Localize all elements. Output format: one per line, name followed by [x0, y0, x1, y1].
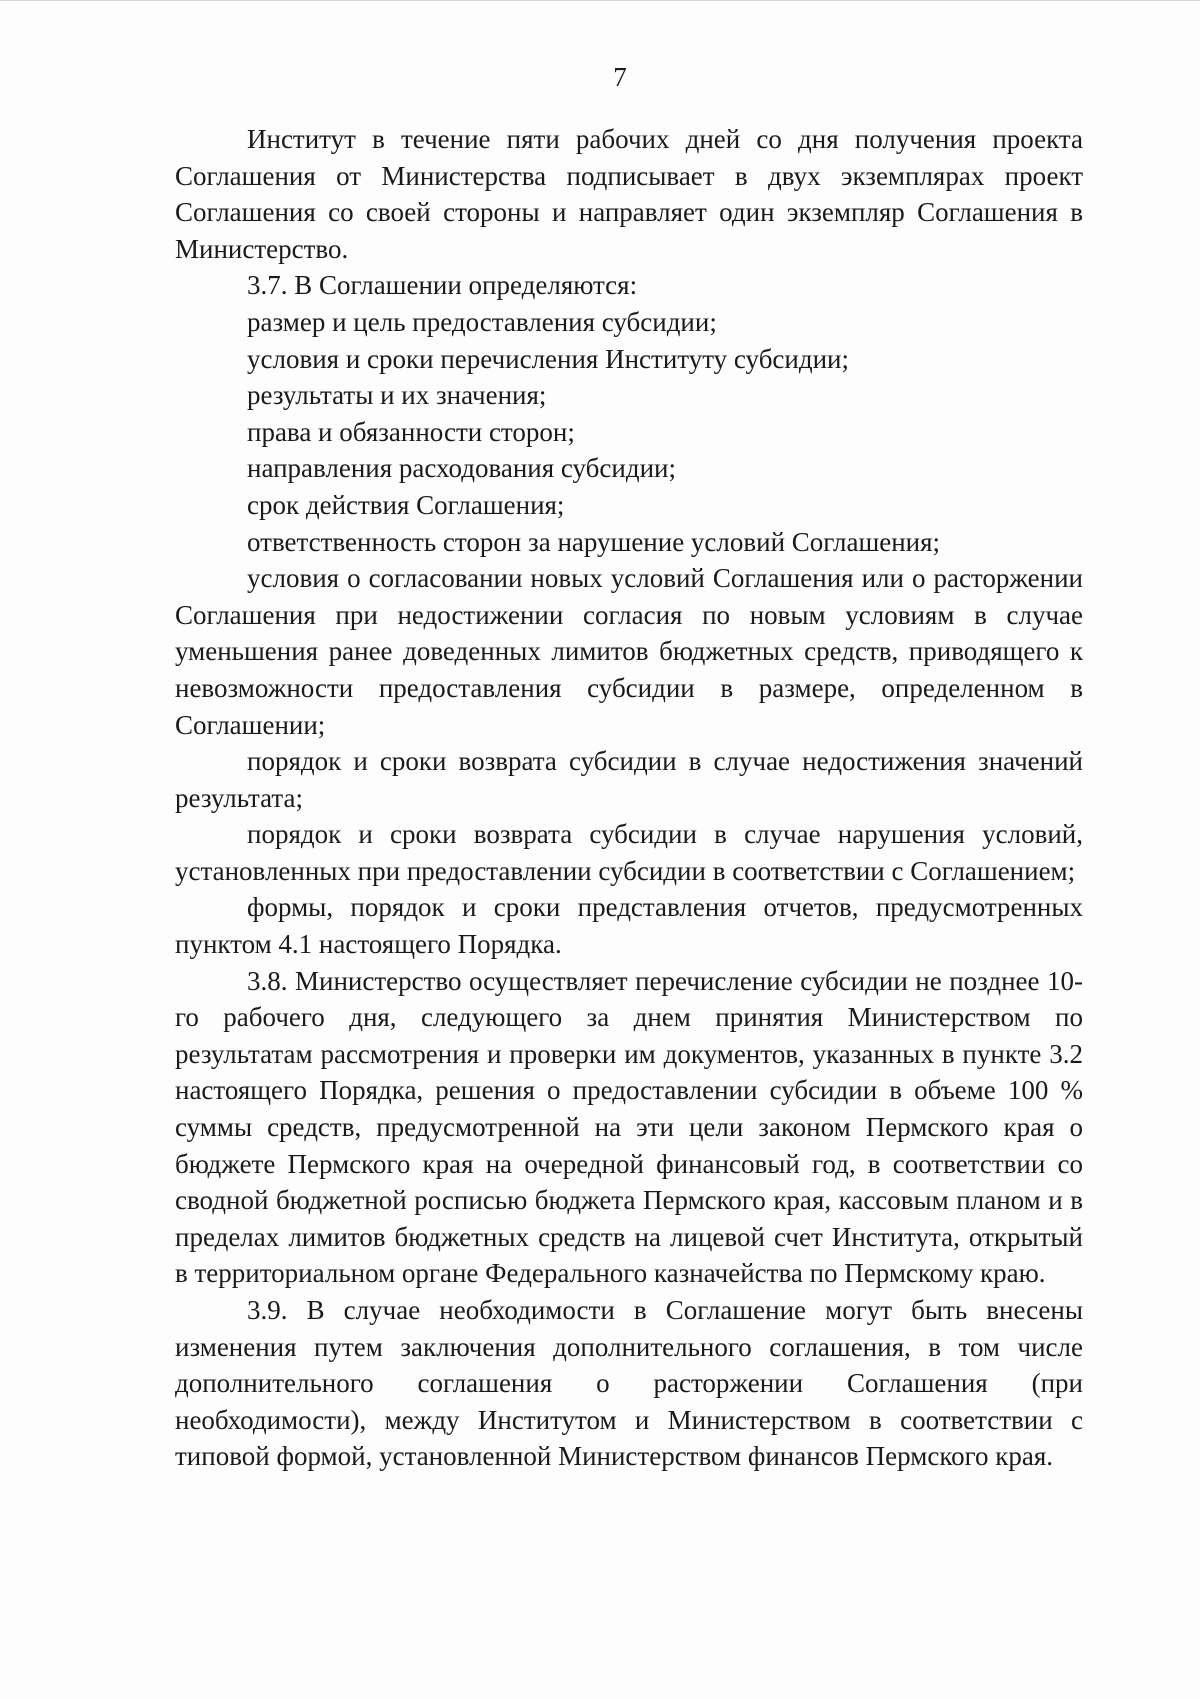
- list-item: формы, порядок и сроки представления отчетов, предусмотренных пунктом 4.1 настоящего Порядка.: [175, 892, 1083, 960]
- paragraph-institute-signing: Институт в течение пяти рабочих дней со дня получения проекта Соглашения от Министерства подписывает в двух экземплярах проект Соглашения со своей стороны и направляет один экземпляр Соглашения в Министерство.: [175, 124, 1083, 264]
- clause-3-8: 3.8. Министерство осуществляет перечисление субсидии не позднее 10-го рабочего дня, следующего за днем принятия Министерством по результатам рассмотрения и проверки им документов, указанных в пункте 3.2 настоящего Порядка, решения о предоставлении субсидии в объеме 100 % суммы средств, предусмотренной на эти цели законом Пермского края о бюджете Пермского края на очередной финансовый год, в соответствии со сводной бюджетной росписью бюджета Пермского края, кассовым планом и в пределах лимитов бюджетных средств на лицевой счет Института, открытый в территориальном органе Федерального казначейства по Пермскому краю.: [175, 965, 1083, 1289]
- list-item: условия о согласовании новых условий Соглашения или о расторжении Соглашения при недостижении согласия по новым условиям в случае уменьшения ранее доведенных лимитов бюджетных средств, приводящего к невозможности предоставления субсидии в размере, определенном в Соглашении;: [175, 563, 1083, 740]
- clause-3-7-heading: 3.7. В Соглашении определяются:: [247, 270, 638, 301]
- list-item: направления расходования субсидии;: [247, 453, 676, 484]
- list-item: результаты и их значения;: [247, 380, 547, 411]
- list-item: условия и сроки перечисления Институту субсидии;: [247, 343, 850, 374]
- list-item: права и обязанности сторон;: [247, 416, 575, 447]
- clause-3-9: 3.9. В случае необходимости в Соглашение могут быть внесены изменения путем заключения дополнительного соглашения, в том числе дополнительного соглашения о расторжении Соглашения (при необходимости), между Институтом и Министерством в соответствии с типовой формой, установленной Министерством финансов Пермского края.: [175, 1295, 1083, 1472]
- list-item: порядок и сроки возврата субсидии в случае нарушения условий, установленных при предоставлении субсидии в соответствии с Соглашением;: [175, 819, 1083, 886]
- list-item: размер и цель предоставления субсидии;: [247, 306, 717, 337]
- list-item: срок действия Соглашения;: [247, 489, 565, 520]
- list-item: ответственность сторон за нарушение условий Соглашения;: [247, 526, 941, 557]
- list-item: порядок и сроки возврата субсидии в случае недостижения значений результата;: [175, 746, 1083, 813]
- page-number: 7: [613, 62, 627, 92]
- scan-edge-top: [0, 0, 1200, 1]
- document-body: [175, 121, 1083, 1475]
